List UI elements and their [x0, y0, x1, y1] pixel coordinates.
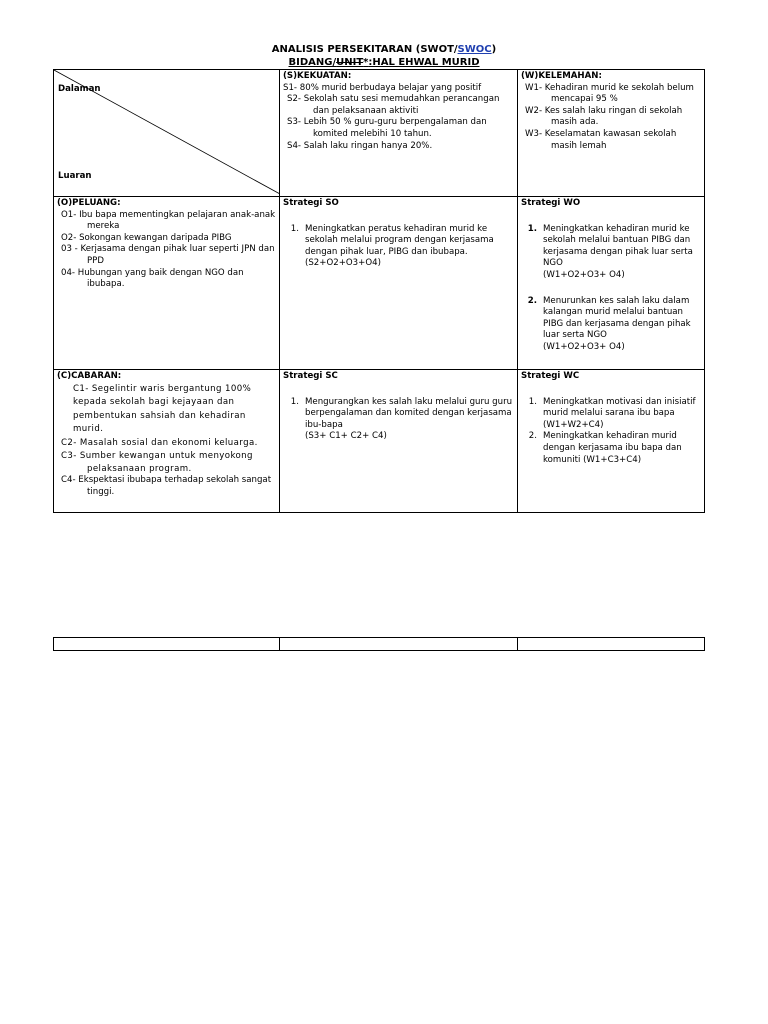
subtitle-asterisk: * [363, 57, 369, 68]
title-text: ANALISIS PERSEKITARAN (SWOT/ [271, 44, 458, 55]
item-code: (W1+O2+O3+ O4) [543, 341, 625, 352]
opportunity-item: O1- Ibu bapa mementingkan pelajaran anak-anak mereka [61, 209, 276, 232]
opportunities-heading: (O)PELUANG: [57, 198, 121, 208]
corner-cell [54, 70, 280, 197]
title-suffix: ) [491, 44, 497, 55]
item-code: (S2+O2+O3+O4) [305, 258, 381, 269]
swoc-link[interactable]: SWOC [457, 44, 492, 55]
opportunity-item: O2- Sokongan kewangan daripada PIBG [61, 232, 232, 243]
item-number: 2. [527, 295, 537, 306]
challenge-item: C2- Masalah sosial dan ekonomi keluarga. [61, 437, 258, 448]
challenge-item: C3- Sumber kewangan untuk menyokong pelaksanaan program. [61, 451, 253, 474]
swot-row-opportunities [54, 197, 705, 370]
strategy-wc-heading: Strategi WC [521, 371, 580, 381]
empty-table [53, 637, 705, 651]
empty-cell [280, 638, 518, 651]
item-number: 1. [528, 396, 537, 407]
strategy-wc-cell [518, 370, 705, 513]
strategy-so-heading: Strategi SO [283, 198, 339, 208]
weakness-item: W3- Keselamatan kawasan sekolah masih lemah [525, 128, 677, 151]
strength-item: S4- Salah laku ringan hanya 20%. [287, 140, 433, 151]
strength-item: S1- 80% murid berbudaya belajar yang positif [283, 82, 482, 93]
subtitle-struck-text: UNIT [336, 57, 364, 68]
strategy-item [283, 397, 514, 443]
strategy-so-cell [280, 197, 518, 370]
empty-cell [54, 638, 280, 651]
item-number: 1. [290, 396, 299, 407]
item-text: Meningkatkan peratus kehadiran murid ke sekolah melalui program dengan kerjasama dengan pihak luar, PIBG dan ibubapa. (S2+O2+O3+O4) [305, 223, 494, 269]
strategy-wo-heading: Strategi WO [521, 198, 581, 208]
external-label: Luaran [58, 171, 92, 181]
strategy-item [521, 431, 701, 466]
strengths-cell [280, 70, 518, 197]
item-text: Menurunkan kes salah laku dalam kalangan murid melalui bantuan PIBG dan kerjasama dengan pihak luar serta NGO (W1+O2+O3+ O4) [543, 295, 691, 352]
document-subtitle [0, 57, 768, 68]
swot-table [53, 69, 705, 513]
item-text: Mengurangkan kes salah laku melalui guru guru berpengalaman dan komited dengan kerjasama ibu-bapa (S3+ C1+ C2+ C4) [305, 396, 513, 442]
challenge-item: C4- Ekspektasi ibubapa terhadap sekolah sangat tinggi. [61, 475, 272, 497]
swot-row-header [54, 70, 705, 197]
item-code: (W1+O2+O3+ O4) [543, 269, 625, 280]
item-number: 1. [290, 223, 299, 234]
weaknesses-heading: (W)KELEMAHAN: [521, 71, 602, 81]
item-number: 1. [527, 223, 537, 234]
item-number: 2. [528, 431, 537, 442]
strategy-item [521, 296, 701, 354]
item-text: Meningkatkan kehadiran murid ke sekolah melalui bantuan PIBG dan kerjasama dengan pihak luar serta NGO (W1+O2+O3+ O4) [543, 223, 693, 280]
strategy-wo-cell [518, 197, 705, 370]
challenges-heading: (C)CABARAN: [57, 371, 122, 381]
item-text: Meningkatkan kehadiran murid dengan kerjasama ibu bapa dan komuniti (W1+C3+C4) [543, 431, 682, 465]
empty-cell [518, 638, 705, 651]
strategy-item [521, 224, 701, 282]
strategy-sc-cell [280, 370, 518, 513]
subtitle-field: :HAL EHWAL MURID [368, 57, 480, 68]
strategy-item [283, 224, 514, 270]
internal-label: Dalaman [58, 84, 101, 94]
opportunity-item: 04- Hubungan yang baik dengan NGO dan ibubapa. [61, 267, 244, 290]
opportunity-item: 03 - Kerjasama dengan pihak luar seperti JPN dan PPD [61, 244, 275, 266]
item-text: Meningkatkan motivasi dan inisiatif murid melalui sarana ibu bapa (W1+W2+C4) [543, 396, 696, 430]
weaknesses-cell [518, 70, 705, 197]
strengths-heading: (S)KEKUATAN: [283, 71, 352, 81]
opportunities-cell [54, 197, 280, 370]
strategy-sc-heading: Strategi SC [283, 371, 338, 381]
empty-table-row [54, 638, 705, 651]
strength-item: S3- Lebih 50 % guru-guru berpengalaman dan komited melebihi 10 tahun. [287, 117, 487, 139]
subtitle-prefix: BIDANG/ [288, 57, 337, 68]
swot-row-challenges [54, 370, 705, 513]
item-code: (S3+ C1+ C2+ C4) [305, 431, 387, 442]
document-title [0, 44, 768, 55]
weakness-item: W2- Kes salah laku ringan di sekolah masih ada. [525, 105, 683, 128]
weakness-item: W1- Kehadiran murid ke sekolah belum mencapai 95 % [525, 82, 694, 105]
challenges-cell [54, 370, 280, 513]
strategy-item [521, 397, 701, 432]
challenge-item: C1- Segelintir waris bergantung 100% kepada sekolah bagi kejayaan dan pembentukan sahsiah dan kehadiran murid. [73, 383, 252, 435]
strength-item: S2- Sekolah satu sesi memudahkan perancangan dan pelaksanaan aktiviti [287, 94, 500, 116]
